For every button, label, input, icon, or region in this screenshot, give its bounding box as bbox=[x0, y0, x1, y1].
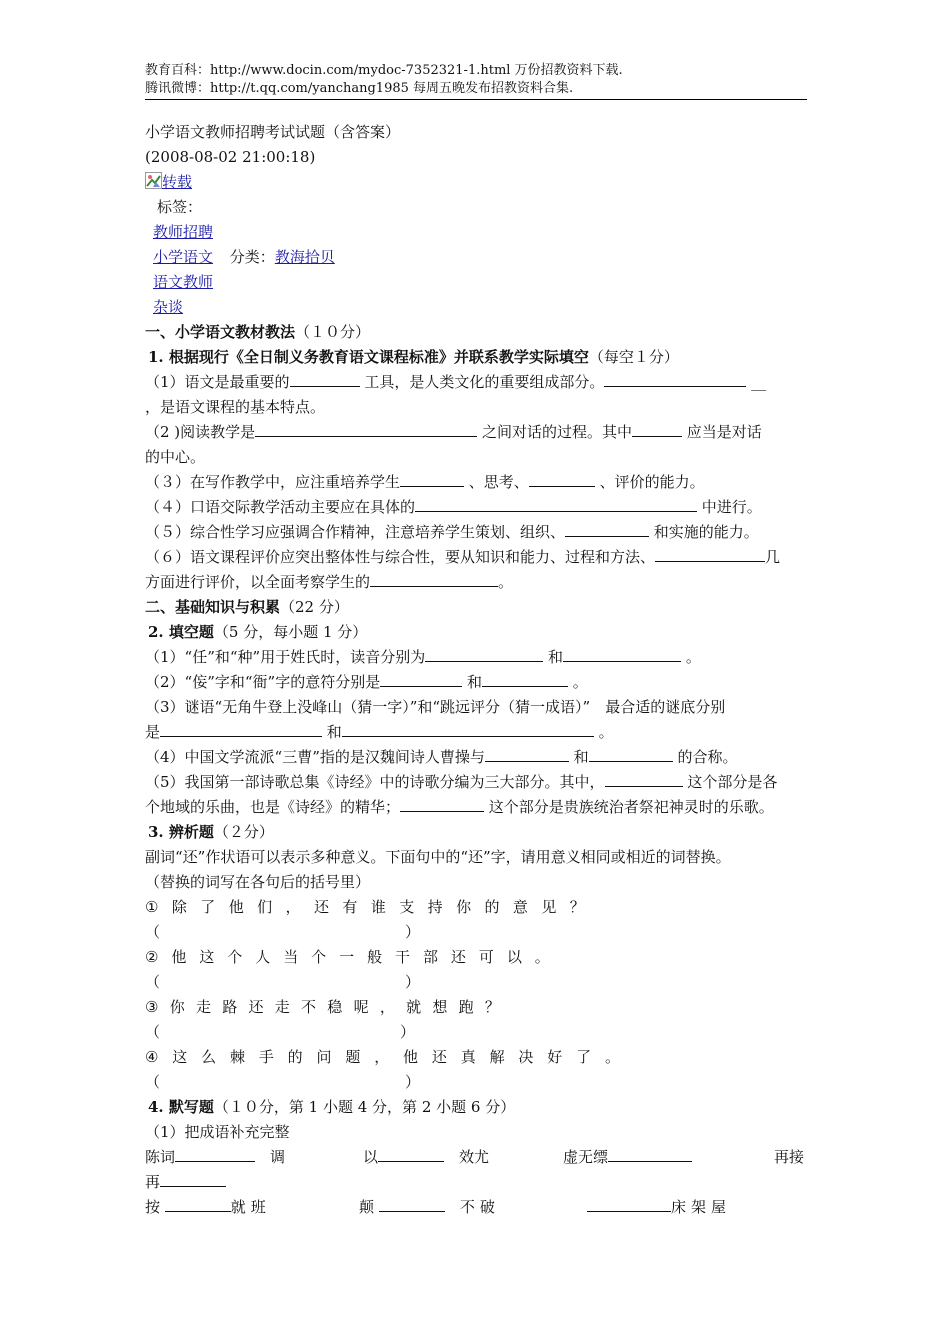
sentence-char: ， bbox=[379, 998, 395, 1016]
sentence-char: ？ bbox=[569, 898, 585, 916]
item-1-1: （1）语文是最重要的 工具，是人类文化的重要组成部分。 __ bbox=[145, 373, 767, 391]
sentence-char: 以 bbox=[506, 948, 522, 966]
blank[interactable] bbox=[378, 1146, 444, 1162]
sentence-char: 持 bbox=[427, 898, 443, 916]
sentence-char: 这 bbox=[199, 948, 215, 966]
blank[interactable] bbox=[565, 521, 649, 537]
sentence-char: 手 bbox=[258, 1048, 274, 1066]
answer-paren-3[interactable]: （ ） bbox=[145, 1023, 415, 1041]
tag-link-primary-chinese[interactable]: 小学语文 bbox=[153, 248, 214, 266]
sentence-char: 谁 bbox=[370, 898, 386, 916]
sentence-char: 跑 bbox=[458, 998, 474, 1016]
blank[interactable] bbox=[605, 771, 683, 787]
sentence-char: 意 bbox=[512, 898, 528, 916]
blank[interactable] bbox=[608, 1146, 692, 1162]
answer-paren-4[interactable]: （ ） bbox=[145, 1073, 420, 1091]
blank[interactable] bbox=[160, 1171, 226, 1187]
question-3-desc-2: （替换的词写在各句后的括号里） bbox=[145, 873, 371, 891]
blank[interactable] bbox=[370, 571, 498, 587]
blank[interactable] bbox=[632, 421, 682, 437]
sentence-char: 不 bbox=[301, 998, 317, 1016]
sentence-char: 真 bbox=[460, 1048, 476, 1066]
answer-paren-1[interactable]: （ ） bbox=[145, 923, 420, 941]
sentence-char: 就 bbox=[406, 998, 422, 1016]
question-4-heading: 4. 默写题（１０分，第 1 小题 4 分，第 2 小题 6 分） bbox=[148, 1098, 516, 1116]
item-2-5-cont: 个地域的乐曲，也是《诗经》的精华； 这个部分是贵族统治者祭祀神灵时的乐歌。 bbox=[145, 798, 774, 816]
sentence-char: 个 bbox=[311, 948, 327, 966]
sentence-char: 还 bbox=[431, 1048, 447, 1066]
sentence-char: 问 bbox=[316, 1048, 332, 1066]
tag-link-chinese-teacher[interactable]: 语文教师 bbox=[153, 273, 214, 291]
sentence-char: 的 bbox=[287, 1048, 303, 1066]
category-label: 分类： bbox=[229, 248, 275, 266]
sentence-char: 个 bbox=[227, 948, 243, 966]
item-1-4: （４）口语交际教学活动主要应在具体的 中进行。 bbox=[145, 498, 762, 516]
blank[interactable] bbox=[175, 1146, 255, 1162]
sentence-char: 有 bbox=[342, 898, 358, 916]
sentence-char: 决 bbox=[518, 1048, 534, 1066]
sentence-char: 还 bbox=[450, 948, 466, 966]
sentence-char: 人 bbox=[255, 948, 271, 966]
sentence-4 bbox=[145, 1045, 620, 1070]
blank[interactable] bbox=[655, 546, 765, 562]
sentence-char: 。 bbox=[604, 1048, 620, 1066]
question-1-heading: 1. 根据现行《全日制义务教育语文课程标准》并联系教学实际填空（每空１分） bbox=[148, 348, 679, 366]
sentence-char: 题 bbox=[345, 1048, 361, 1066]
question-2-heading: 2. 填空题（5 分，每小题 1 分） bbox=[148, 623, 368, 641]
sentence-char: 见 bbox=[541, 898, 557, 916]
item-2-5: （5）我国第一部诗歌总集《诗经》中的诗歌分编为三大部分。其中， 这个部分是各 bbox=[145, 773, 778, 791]
header-line-2: 腾讯微博：http://t.qq.com/yanchang1985 每周五晚发布招教资料合集. bbox=[145, 81, 574, 96]
item-2-3: （3）谜语“无角牛登上没峰山（猜一字）”和“跳远评分（猜一成语）” 最合适的谜底分别 bbox=[145, 698, 726, 716]
header-line-1: 教育百科：http://www.docin.com/mydoc-7352321-1.html 万份招教资料下载. bbox=[145, 63, 623, 78]
blank[interactable] bbox=[380, 671, 462, 687]
item-1-2-cont: 的中心。 bbox=[145, 448, 206, 466]
blank[interactable] bbox=[400, 796, 484, 812]
item-1-6-cont: 方面进行评价，以全面考察学生的 。 bbox=[145, 573, 514, 591]
blank[interactable] bbox=[415, 496, 697, 512]
sentence-char: 可 bbox=[478, 948, 494, 966]
blank[interactable] bbox=[255, 421, 477, 437]
sentence-char: 好 bbox=[547, 1048, 563, 1066]
sentence-char: ④ bbox=[145, 1048, 159, 1066]
item-1-5: （５）综合性学习应强调合作精神，注意培养学生策划、组织、 和实施的能力。 bbox=[145, 523, 759, 541]
sentence-1 bbox=[145, 895, 585, 920]
sentence-char: 一 bbox=[339, 948, 355, 966]
sentence-char: 你 bbox=[169, 998, 185, 1016]
sentence-char: ③ bbox=[145, 998, 159, 1016]
sentence-char: 这 bbox=[172, 1048, 188, 1066]
sentence-3 bbox=[145, 995, 500, 1020]
sentence-char: 他 bbox=[403, 1048, 419, 1066]
blank[interactable] bbox=[589, 746, 673, 762]
sentence-char: 除 bbox=[171, 898, 187, 916]
question-4-sub-1: （1）把成语补充完整 bbox=[145, 1123, 290, 1141]
broken-image-icon bbox=[145, 172, 162, 189]
article-title: 小学语文教师招聘考试试题（含答案） bbox=[145, 123, 401, 141]
sentence-char: 稳 bbox=[327, 998, 343, 1016]
sentence-char: 支 bbox=[399, 898, 415, 916]
item-2-3-cont: 是 和 。 bbox=[145, 723, 614, 741]
blank[interactable] bbox=[342, 721, 594, 737]
blank[interactable] bbox=[482, 671, 568, 687]
sentence-char: 干 bbox=[395, 948, 411, 966]
section-1-heading: 一、小学语文教材教法（１０分） bbox=[145, 323, 371, 341]
sentence-char: ① bbox=[145, 898, 159, 916]
blank[interactable] bbox=[425, 646, 543, 662]
question-3-desc: 副词“还”作状语可以表示多种意义。下面句中的“还”字，请用意义相同或相近的词替换。 bbox=[145, 848, 731, 866]
blank[interactable] bbox=[587, 1196, 671, 1212]
blank[interactable] bbox=[165, 1196, 231, 1212]
item-2-2: （2）“侫”字和“衙”字的意符分别是 和 。 bbox=[145, 673, 588, 691]
tags-label: 标签： bbox=[157, 198, 203, 216]
idiom-row-1-cont: 再 bbox=[145, 1170, 820, 1195]
sentence-char: 还 bbox=[248, 998, 264, 1016]
sentence-char: 了 bbox=[200, 898, 216, 916]
article-date: (2008-08-02 21:00:18) bbox=[145, 148, 316, 166]
sentence-char: 的 bbox=[484, 898, 500, 916]
tag-link-teacher-recruit[interactable]: 教师招聘 bbox=[153, 223, 214, 241]
blank[interactable] bbox=[379, 1196, 445, 1212]
sentence-char: ， bbox=[285, 898, 301, 916]
sentence-char: 他 bbox=[228, 898, 244, 916]
item-1-6: （６）语文课程评价应突出整体性与综合性，要从知识和能力、过程和方法、 几 bbox=[145, 548, 781, 566]
blank[interactable] bbox=[485, 746, 569, 762]
sentence-char: 们 bbox=[257, 898, 273, 916]
sentence-char: 还 bbox=[313, 898, 329, 916]
sentence-char: 想 bbox=[432, 998, 448, 1016]
blank[interactable] bbox=[529, 471, 595, 487]
item-2-4: （4）中国文学流派“三曹”指的是汉魏间诗人曹操与 和 的合称。 bbox=[145, 748, 738, 766]
question-3-heading: 3. 辨析题（２分） bbox=[148, 823, 274, 841]
tag-link-misc[interactable]: 杂谈 bbox=[153, 298, 184, 316]
blank[interactable] bbox=[604, 371, 746, 387]
section-2-heading: 二、基础知识与积累（22 分） bbox=[145, 598, 349, 616]
sentence-char: 走 bbox=[274, 998, 290, 1016]
item-2-1: （1）“任”和“种”用于姓氏时，读音分别为 和 。 bbox=[145, 648, 701, 666]
repost-row bbox=[145, 170, 820, 195]
page-header bbox=[145, 62, 820, 100]
sentence-char: 般 bbox=[367, 948, 383, 966]
answer-paren-2[interactable]: （ ） bbox=[145, 973, 420, 991]
document-page bbox=[145, 62, 820, 1220]
blank[interactable] bbox=[290, 371, 360, 387]
sentence-char: ② bbox=[145, 948, 159, 966]
category-link[interactable]: 教海拾贝 bbox=[274, 248, 335, 266]
idiom-row-1: 陈词 调 以 效尤 虚无缥 再接 bbox=[145, 1148, 805, 1166]
sentence-char: ， bbox=[374, 1048, 390, 1066]
sentence-char: 部 bbox=[422, 948, 438, 966]
sentence-char: 走 bbox=[195, 998, 211, 1016]
item-1-3: （３）在写作教学中，应注重培养学生 、思考、 、评价的能力。 bbox=[145, 473, 705, 491]
blank[interactable] bbox=[563, 646, 681, 662]
sentence-char: 当 bbox=[283, 948, 299, 966]
sentence-char: 棘 bbox=[229, 1048, 245, 1066]
sentence-char: 他 bbox=[171, 948, 187, 966]
blank[interactable] bbox=[400, 471, 464, 487]
sentence-char: ？ bbox=[484, 998, 500, 1016]
blank[interactable] bbox=[160, 721, 322, 737]
sentence-char: 呢 bbox=[353, 998, 369, 1016]
sentence-char: 你 bbox=[456, 898, 472, 916]
idiom-row-2: 按 就班 颠 不破 床架屋 bbox=[145, 1198, 732, 1216]
sentence-char: 。 bbox=[534, 948, 550, 966]
sentence-2 bbox=[145, 945, 550, 970]
sentence-char: 了 bbox=[576, 1048, 592, 1066]
sentence-char: 路 bbox=[222, 998, 238, 1016]
item-1-2: （2 )阅读教学是 之间对话的过程。其中 应当是对话 bbox=[145, 423, 762, 441]
repost-link[interactable]: 转载 bbox=[162, 173, 193, 191]
item-1-1-cont: ，是语文课程的基本特点。 bbox=[145, 398, 326, 416]
sentence-char: 解 bbox=[489, 1048, 505, 1066]
sentence-char: 么 bbox=[201, 1048, 217, 1066]
